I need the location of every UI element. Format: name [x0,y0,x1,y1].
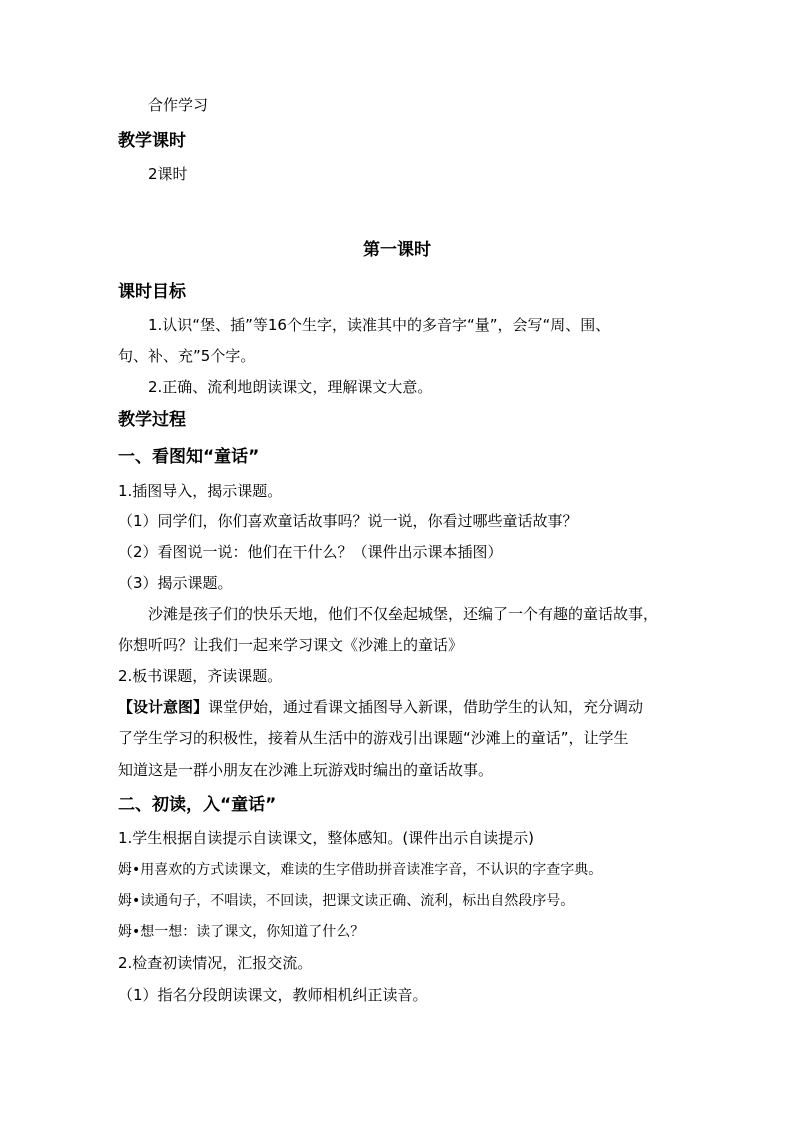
design-intent-text: 课堂伊始，通过看课文插图导入新课，借助学生的认知，充分调动 [208,698,644,716]
reading-tip-2: 姆•读通句子，不唱读，不回读，把课文读正确、流利，标出自然段序号。 [118,893,575,909]
part2-heading: 二、初读，入“童话” [118,795,277,815]
part1-paragraph-line-1: 沙滩是孩子们的快乐天地，他们不仅垒起城堡，还编了一个有趣的童话故事， [148,605,659,623]
part1-question-3: （3）揭示课题。 [118,574,233,592]
lesson-title: 第一课时 [363,240,431,260]
part2-sub-1: （1）指名分段朗读课文，教师相机纠正读音。 [118,986,428,1004]
part1-step1: 1.插图导入，揭示课题。 [118,482,283,500]
period-value: 2课时 [148,165,188,183]
period-heading: 教学课时 [118,131,186,151]
reading-tip-1: 姆•用喜欢的方式读课文，难读的生字借助拼音读准字音，不认识的字查字典。 [118,862,603,878]
process-heading: 教学过程 [118,410,186,430]
part2-step1: 1.学生根据自读提示自读课文，整体感知。(课件出示自读提示) [118,829,535,847]
objective-2: 2.正确、流利地朗读课文，理解课文大意。 [148,378,433,396]
part1-heading: 一、看图知“童话” [118,447,260,467]
design-intent-line-2: 了学生学习的积极性，接着从生活中的游戏引出课题“沙滩上的童话”，让学生 [118,729,629,747]
objective-1-line-2: 句、补、充”5个字。 [118,347,256,365]
design-intent-line-1 [118,697,643,717]
part1-question-2: （2）看图说一说：他们在干什么？（课件出示课本插图） [118,543,503,561]
objectives-heading: 课时目标 [118,282,186,302]
part1-step2: 2.板书课题，齐读课题。 [118,667,283,685]
learning-method: 合作学习 [148,96,209,114]
part1-question-1: （1）同学们，你们喜欢童话故事吗？说一说，你看过哪些童话故事？ [118,512,578,530]
part2-step2: 2.检查初读情况，汇报交流。 [118,954,313,972]
part1-paragraph-line-2: 你想听吗？让我们一起来学习课文《沙滩上的童话》 [118,636,464,654]
design-intent-label: 【设计意图】 [118,698,209,716]
design-intent-line-3: 知道这是一群小朋友在沙滩上玩游戏时编出的童话故事。 [118,761,494,779]
objective-1-line-1: 1.认识“堡、插”等16个生字，读准其中的多音字“量”，会写“周、围、 [148,316,611,334]
reading-tip-3: 姆•想一想：读了课文，你知道了什么？ [118,924,365,940]
